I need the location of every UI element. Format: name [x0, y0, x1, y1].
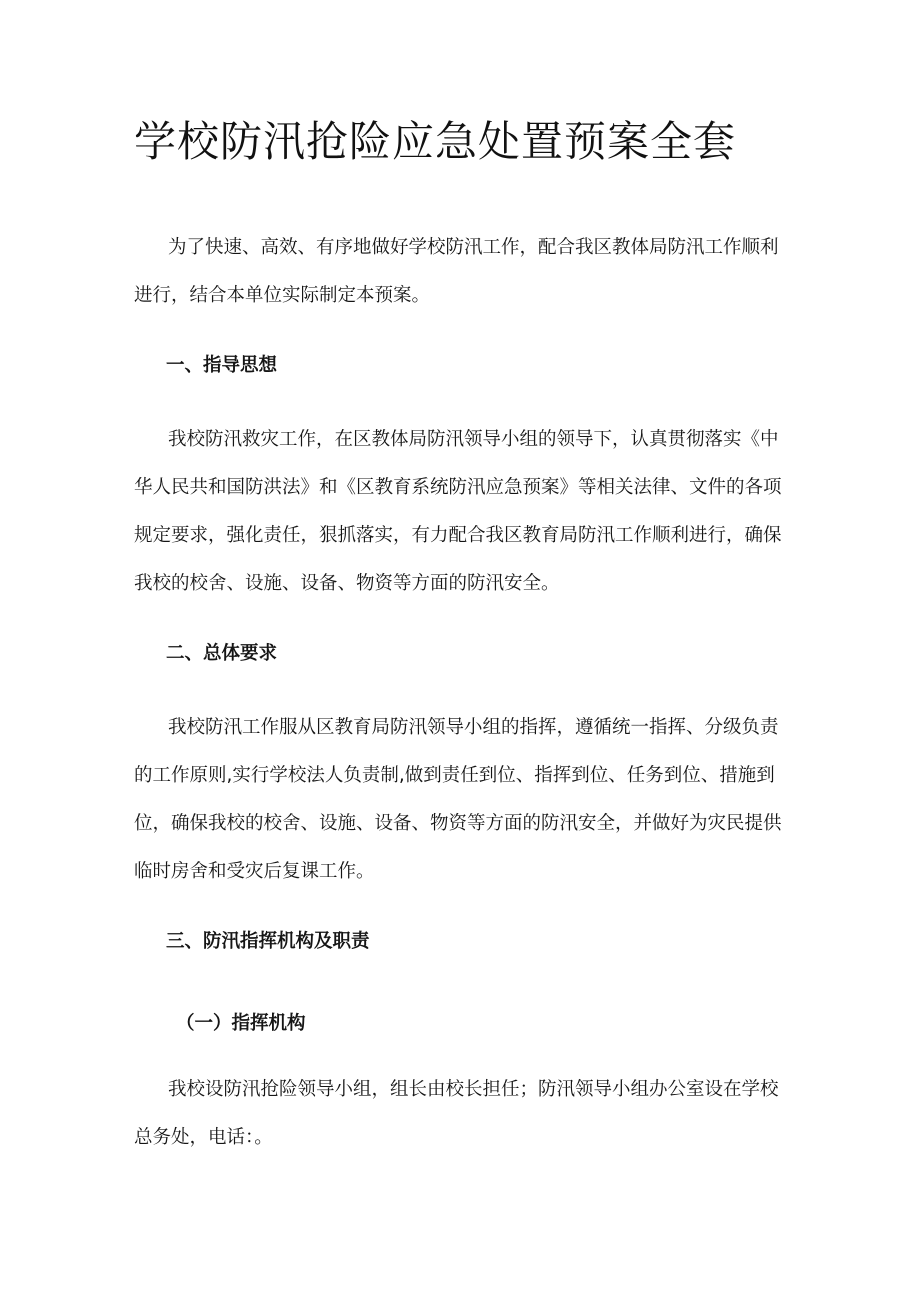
section-heading-general-requirements: 二、总体要求: [166, 643, 278, 664]
general-requirements-paragraph: 我校防汛工作服从区教育局防汛领导小组的指挥，遵循统一指挥、分级负责的工作原则,实行学校法人负责制,做到责任到位、指挥到位、任务到位、措施到位，确保我校的校舍、设施、设备、物资等方面的防汛安全，并做好为灾民提供临时房舍和受灾后复课工作。: [134, 717, 782, 882]
guiding-ideology-paragraph: 我校防汛救灾工作，在区教体局防汛领导小组的领导下，认真贯彻落实《中华人民共和国防洪法》和《区教育系统防汛应急预案》等相关法律、文件的各项规定要求，强化责任，狠抓落实，有力配合我区教育局防汛工作顺利进行，确保我校的校舍、设施、设备、物资等方面的防汛安全。: [134, 429, 782, 594]
subsection-heading-command-body: （一）指挥机构: [176, 1013, 306, 1034]
section-heading-command-structure: 三、防汛指挥机构及职责: [166, 931, 370, 952]
intro-paragraph: 为了快速、高效、有序地做好学校防汛工作，配合我区教体局防汛工作顺利进行，结合本单位实际制定本预案。: [134, 237, 779, 306]
section-heading-guiding-ideology: 一、指导思想: [166, 355, 278, 376]
document-title: 学校防汛抢险应急处置预案全套: [134, 117, 737, 166]
command-body-paragraph: 我校设防汛抢险领导小组，组长由校长担任；防汛领导小组办公室设在学校总务处，电话：。: [134, 1079, 779, 1148]
